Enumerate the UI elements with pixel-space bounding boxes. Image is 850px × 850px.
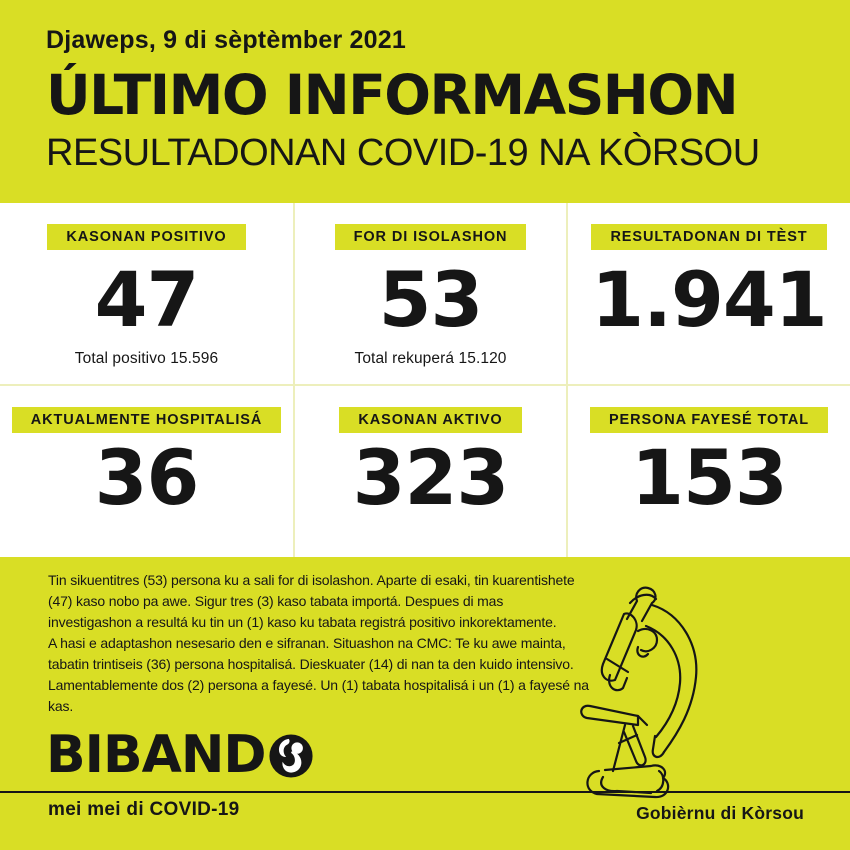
bibando-logo-text: BIBAND (46, 725, 266, 785)
stat-value: 323 (352, 433, 509, 522)
footer-band (0, 557, 850, 850)
summary-line: tabatin trintiseis (36) persona hospitalisá. Dieskuater (14) di nan ta den kuido intensivo. (48, 656, 574, 672)
stat-card-aktualmente-hospitalisa (0, 386, 293, 557)
summary-paragraph (48, 570, 589, 717)
stat-label: KASONAN POSITIVO (47, 224, 245, 250)
header (0, 0, 850, 203)
stat-value: 153 (631, 433, 787, 522)
stat-label: AKTUALMENTE HOSPITALISÁ (12, 407, 281, 433)
page-title: ÚLTIMO INFORMASHON (46, 63, 738, 127)
stat-card-persona-fayese-total (568, 386, 850, 557)
government-credit: Gobièrnu di Kòrsou (636, 803, 804, 823)
stat-label: PERSONA FAYESÉ TOTAL (590, 407, 828, 433)
bibando-o-swirl-icon (269, 734, 313, 778)
stats-grid (0, 203, 850, 557)
stat-value: 47 (94, 255, 199, 344)
bibando-logo (46, 725, 313, 785)
stat-label: RESULTADONAN DI TÈST (591, 224, 826, 250)
date-text: Djaweps, 9 di sèptèmber 2021 (46, 26, 406, 54)
stat-card-kasonan-positivo (0, 203, 293, 384)
summary-line: investigashon a resultá ku tin un (1) kaso ku tabata registrá positivo inkorektamente. (48, 614, 557, 630)
stat-label: FOR DI ISOLASHON (335, 224, 527, 250)
summary-line: Tin sikuentitres (53) persona ku a sali for di isolashon. Aparte di esaki, tin kuarentishete (48, 572, 575, 588)
tagline: mei mei di COVID-19 (48, 799, 240, 820)
stat-note: Total positivo 15.596 (74, 350, 219, 367)
page-subtitle: RESULTADONAN COVID-19 NA KÒRSOU (46, 132, 760, 174)
stat-value: 36 (94, 433, 199, 522)
stat-card-for-di-isolashon (295, 203, 566, 384)
stat-card-kasonan-aktivo (295, 386, 566, 557)
stat-note: Total rekuperá 15.120 (354, 350, 507, 367)
stat-label: KASONAN AKTIVO (339, 407, 521, 433)
stat-card-resultadonan-di-test (568, 203, 850, 384)
microscope-line-art-icon (575, 585, 775, 810)
stat-value: 1.941 (591, 255, 827, 344)
summary-line: A hasi e adaptashon nesesario den e sifranan. Situashon na CMC: Te ku awe mainta, (48, 635, 566, 651)
summary-line: Lamentablemente dos (2) persona a fayesé. Un (1) tabata hospitalisá i un (1) a fayesé na (48, 677, 589, 693)
summary-line: kas. (48, 698, 74, 714)
stat-value: 53 (378, 255, 483, 344)
summary-line: (47) kaso nobo pa awe. Sigur tres (3) kaso tabata importá. Despues di mas (48, 593, 504, 609)
